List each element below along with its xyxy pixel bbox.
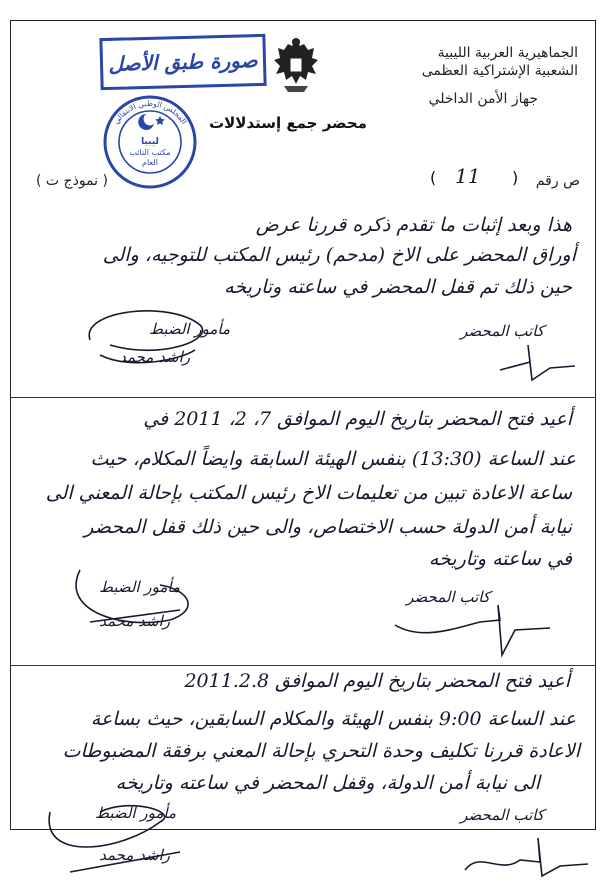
s2-line-1: أعيد فتح المحضر بتاريخ اليوم الموافق 7، 2، 2011 في	[143, 408, 572, 430]
section-divider-1	[11, 397, 595, 398]
s3-officer-label: مأمور الضبط	[95, 804, 176, 822]
page-no-open: (	[430, 168, 437, 187]
seal-center-1: ليبيا	[141, 137, 159, 147]
org-name-block	[378, 44, 578, 108]
true-copy-stamp-text: صورة طبق الأصل	[108, 48, 258, 76]
page-no-close: )	[512, 168, 519, 187]
page-no-value: 11	[455, 164, 481, 188]
page-no-label: ص رقم	[535, 173, 580, 189]
s3-officer-name: راشد محمد	[99, 846, 170, 864]
s2-clerk-label: كاتب المحضر	[406, 588, 490, 606]
org-line-2: الشعبية الإشتراكية العظمى	[421, 63, 578, 79]
s1-clerk-label: كاتب المحضر	[460, 322, 544, 340]
svg-text:المجلس الوطني الانتقالي	[111, 99, 188, 126]
s2-clerk-signature	[390, 600, 560, 660]
s3-line-3: الاعادة قررنا تكليف وحدة التحري بإحالة المعني برفقة المضبوطات	[62, 740, 580, 762]
section-divider-2	[11, 665, 595, 666]
s3-clerk-label: كاتب المحضر	[460, 806, 544, 824]
org-line-1: الجماهيرية العربية الليبية	[437, 45, 578, 61]
s2-line-2: عند الساعة (13:30) بنفس الهيئة السابقة وايضاً المكلام، حيث	[90, 448, 576, 470]
s2-officer-name: راشد محمد	[99, 612, 170, 630]
s2-line-5: في ساعته وتاريخه	[428, 548, 572, 570]
seal-ring-text: المجلس الوطني الانتقالي	[111, 98, 189, 126]
seal-center-2: مكتب النائب	[129, 148, 171, 157]
seal-center-3: العام	[142, 158, 158, 167]
s1-clerk-signature	[490, 340, 580, 390]
s3-line-2: عند الساعة 9:00 بنفس الهيئة والمكلام السابقين، حيث بساعة	[90, 708, 576, 730]
s3-officer-signature	[40, 782, 190, 878]
s3-line-4: الى نيابة أمن الدولة، وقفل المحضر في ساعته وتاريخه	[115, 772, 540, 794]
s2-officer-label: مأمور الضبط	[99, 578, 180, 596]
s2-line-3: ساعة الاعادة تبين من تعليمات الاخ رئيس المكتب بإحالة المعني الى	[45, 482, 572, 504]
s2-line-4: نيابة أمن الدولة حسب الاختصاص، والى حين ذلك قفل المحضر	[84, 516, 572, 538]
s3-line-1: أعيد فتح المحضر بتاريخ اليوم الموافق 2011.2.8	[184, 670, 570, 692]
doc-title: محضر جمع إستدلالات	[209, 114, 367, 132]
s1-line-3: حين ذلك تم قفل المحضر في ساعته وتاريخه	[224, 276, 572, 298]
true-copy-stamp	[99, 34, 266, 90]
eagle-emblem-icon	[270, 34, 322, 96]
s1-officer-label: مأمور الضبط	[149, 320, 230, 338]
s1-officer-name: راشد محمد	[119, 348, 190, 366]
s1-officer-signature	[70, 300, 220, 380]
s3-clerk-signature	[460, 830, 590, 880]
s1-line-1: هذا وبعد إثبات ما تقدم ذكره قررنا عرض	[255, 214, 572, 236]
form-label: ( نموذج ت )	[36, 173, 108, 189]
s2-officer-signature	[60, 550, 210, 640]
org-line-3: جهاز الأمن الداخلي	[428, 91, 538, 107]
s1-line-2: أوراق المحضر على الاخ (مدحم) رئيس المكتب للتوجيه، والى	[102, 244, 576, 266]
